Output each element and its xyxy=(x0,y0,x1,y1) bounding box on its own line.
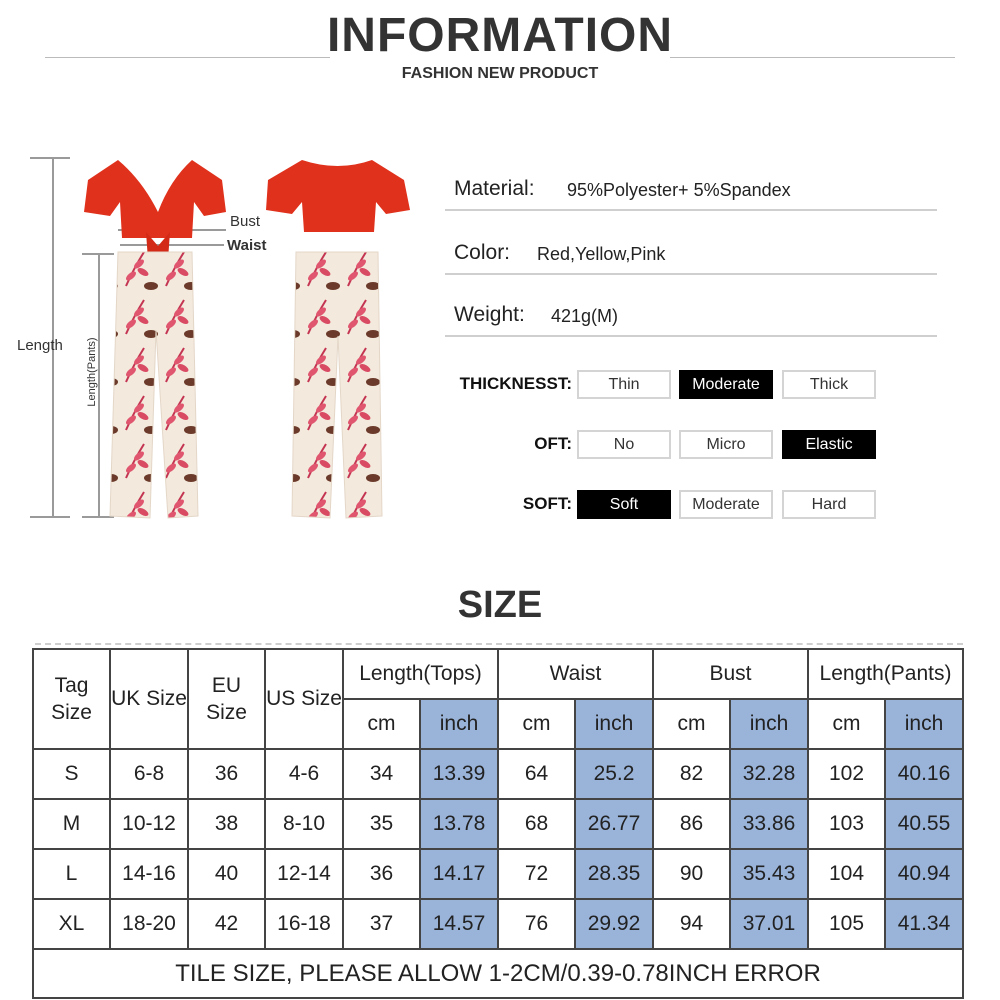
page-subtitle: FASHION NEW PRODUCT xyxy=(401,65,599,82)
softness-label: SOFT: xyxy=(522,494,572,513)
cell: S xyxy=(33,749,110,799)
size-title: SIZE xyxy=(457,584,543,626)
pants-length-label: Length(Pants) xyxy=(86,337,98,407)
cell: XL xyxy=(33,899,110,949)
cell: 76 xyxy=(498,899,575,949)
weight-value: 421g(M) xyxy=(551,306,619,326)
cell: 42 xyxy=(188,899,265,949)
cell: 36 xyxy=(343,849,420,899)
cell: 14-16 xyxy=(110,849,188,899)
elasticity-label: OFT: xyxy=(534,434,572,453)
cell: 38 xyxy=(188,799,265,849)
header-tag-size: Tag Size xyxy=(33,649,110,749)
weight-key: Weight: xyxy=(454,303,525,326)
cell: 14.57 xyxy=(420,899,498,949)
cell: 4-6 xyxy=(265,749,343,799)
color-value: Red,Yellow,Pink xyxy=(537,244,666,264)
cell: 104 xyxy=(808,849,885,899)
material-key: Material: xyxy=(454,177,535,200)
product-back-image xyxy=(262,150,412,522)
weight-row xyxy=(445,291,937,337)
header-waist: Waist xyxy=(498,649,653,699)
cell: 40.16 xyxy=(885,749,963,799)
cell: 13.39 xyxy=(420,749,498,799)
cell: 40.94 xyxy=(885,849,963,899)
cell: 26.77 xyxy=(575,799,653,849)
thickness-option-thick: Thick xyxy=(782,370,876,399)
cell: 102 xyxy=(808,749,885,799)
header-uk-size: UK Size xyxy=(110,649,188,749)
unit-inch: inch xyxy=(420,699,498,749)
cell: 16-18 xyxy=(265,899,343,949)
material-row xyxy=(445,165,937,211)
bust-label: Bust xyxy=(230,213,261,230)
cell: 12-14 xyxy=(265,849,343,899)
thickness-option-moderate: Moderate xyxy=(679,370,773,399)
header-length-pants: Length(Pants) xyxy=(808,649,963,699)
table-row xyxy=(33,799,963,849)
header-us-size: US Size xyxy=(265,649,343,749)
cell: 40 xyxy=(188,849,265,899)
waist-label: Waist xyxy=(227,237,267,254)
unit-inch: inch xyxy=(885,699,963,749)
cell: 72 xyxy=(498,849,575,899)
cell: L xyxy=(33,849,110,899)
cell: 32.28 xyxy=(730,749,808,799)
length-guide-cap-bottom xyxy=(30,516,70,518)
cell: 34 xyxy=(343,749,420,799)
unit-inch: inch xyxy=(575,699,653,749)
cell: 6-8 xyxy=(110,749,188,799)
cell: 64 xyxy=(498,749,575,799)
unit-cm: cm xyxy=(653,699,730,749)
cell: 41.34 xyxy=(885,899,963,949)
unit-cm: cm xyxy=(498,699,575,749)
page-title: INFORMATION xyxy=(326,9,674,62)
length-guide-cap-top xyxy=(30,157,70,159)
size-divider xyxy=(35,643,963,645)
size-table-header-row xyxy=(33,649,963,699)
elasticity-option-no: No xyxy=(577,430,671,459)
cell: M xyxy=(33,799,110,849)
cell: 35.43 xyxy=(730,849,808,899)
table-row xyxy=(33,749,963,799)
cell: 103 xyxy=(808,799,885,849)
cell: 10-12 xyxy=(110,799,188,849)
cell: 40.55 xyxy=(885,799,963,849)
size-tolerance-note: TILE SIZE, PLEASE ALLOW 1-2CM/0.39-0.78INCH ERROR xyxy=(33,949,963,998)
unit-inch: inch xyxy=(730,699,808,749)
softness-option-moderate: Moderate xyxy=(679,490,773,519)
elasticity-option-micro: Micro xyxy=(679,430,773,459)
unit-cm: cm xyxy=(343,699,420,749)
unit-cm: cm xyxy=(808,699,885,749)
cell: 94 xyxy=(653,899,730,949)
cell: 37 xyxy=(343,899,420,949)
cell: 86 xyxy=(653,799,730,849)
cell: 33.86 xyxy=(730,799,808,849)
header-length-tops: Length(Tops) xyxy=(343,649,498,699)
thickness-label: THICKNESST: xyxy=(459,374,572,393)
color-row xyxy=(445,229,937,275)
header-bust: Bust xyxy=(653,649,808,699)
cell: 68 xyxy=(498,799,575,849)
cell: 28.35 xyxy=(575,849,653,899)
cell: 105 xyxy=(808,899,885,949)
table-note-row xyxy=(33,949,963,998)
header-eu-size: EU Size xyxy=(188,649,265,749)
cell: 13.78 xyxy=(420,799,498,849)
cell: 8-10 xyxy=(265,799,343,849)
thickness-option-thin: Thin xyxy=(577,370,671,399)
table-row xyxy=(33,899,963,949)
color-key: Color: xyxy=(454,241,511,264)
cell: 82 xyxy=(653,749,730,799)
softness-option-soft: Soft xyxy=(577,490,671,519)
cell: 35 xyxy=(343,799,420,849)
length-label: Length xyxy=(17,337,63,354)
elasticity-option-elastic: Elastic xyxy=(782,430,876,459)
cell: 37.01 xyxy=(730,899,808,949)
table-row xyxy=(33,849,963,899)
cell: 29.92 xyxy=(575,899,653,949)
size-table xyxy=(32,648,964,999)
product-front-image xyxy=(80,150,230,522)
cell: 18-20 xyxy=(110,899,188,949)
cell: 25.2 xyxy=(575,749,653,799)
cell: 36 xyxy=(188,749,265,799)
material-value: 95%Polyester+ 5%Spandex xyxy=(567,180,791,200)
cell: 90 xyxy=(653,849,730,899)
softness-option-hard: Hard xyxy=(782,490,876,519)
cell: 14.17 xyxy=(420,849,498,899)
